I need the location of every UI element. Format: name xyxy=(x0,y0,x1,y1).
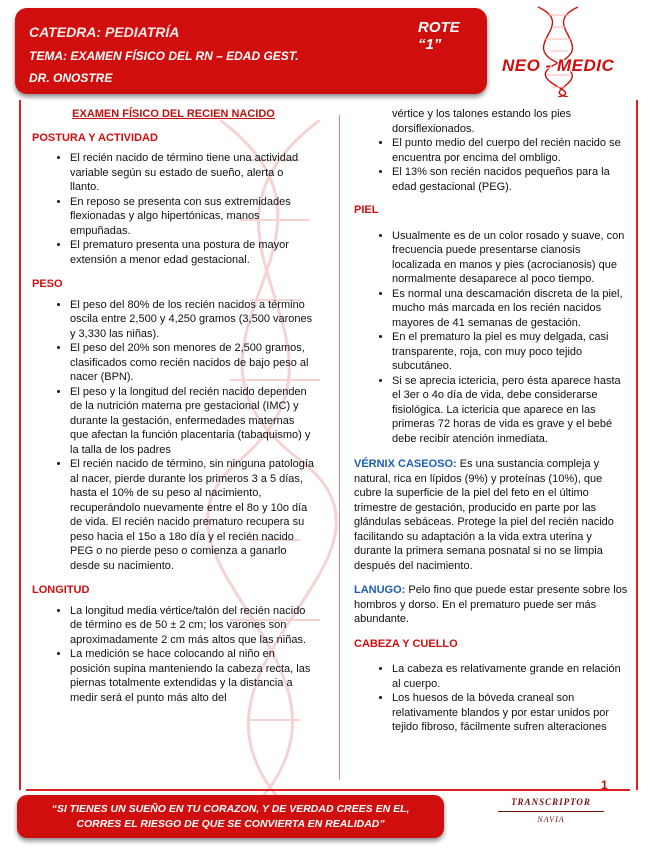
lanugo-paragraph xyxy=(354,583,630,627)
footer-quote-line-1: “SI TIENES UN SUEÑO EN TU CORAZON, Y DE VERDAD CREES EN EL, xyxy=(51,803,410,815)
transcriptor-label: TRANSCRIPTOR xyxy=(511,797,591,807)
list-item: • En el prematuro la piel es muy delgada, casi transparente, roja, con muy poco tejido subcutáneo. xyxy=(392,330,630,374)
list-item: • Usualmente es de un color rosado y suave, con frecuencia puede presentarse cianosis localizada en manos y pies (acrocianosis) que normalmente desaparece al poco tiempo. xyxy=(392,229,630,287)
section-heading-peso: PESO xyxy=(32,278,63,290)
left-border xyxy=(19,100,21,790)
tema-label: TEMA: EXAMEN FÍSICO DEL RN – EDAD GEST. xyxy=(29,49,299,63)
section-heading-cabeza: CABEZA Y CUELLO xyxy=(354,637,458,650)
list-item: • En reposo se presenta con sus extremidades flexionadas y algo hipertónicas, manos empuñadas. xyxy=(70,195,315,239)
lanugo-term: LANUGO: xyxy=(354,584,406,596)
section-heading-postura: POSTURA Y ACTIVIDAD xyxy=(32,131,158,144)
list-item: • El recién nacido de término tiene una actividad variable según su estado de sueño, alerta o llanto. xyxy=(70,151,315,195)
vernix-term: VÉRNIX CASEOSO: xyxy=(354,458,457,470)
vernix-text: Es una sustancia compleja y natural, rica en lípidos (9%) y proteínas (10%), que cubre la superficie de la piel del feto en el último trimestre de gestación, producido en parte por las glándulas sebáceas. Protege la piel del recién nacido facilitando su adaptación a la vida extra uterina y durante la primera semana posnatal si no se limpia después del nacimiento. xyxy=(354,458,614,572)
catedra-label: CATEDRA: PEDIATRÍA xyxy=(29,24,180,40)
transcriptor-name: NAVIA xyxy=(537,815,565,824)
list-item: • Es normal una descamación discreta de la piel, mucho más marcada en los recién nacidos mayores de 41 semanas de gestación. xyxy=(392,287,630,331)
list-item: • El peso del 80% de los recién nacidos a término oscila entre 2,500 y 4,250 gramos (3,500 varones y 3,330 las niñas). xyxy=(70,298,315,342)
list-item: • La cabeza es relativamente grande en relación al cuerpo. xyxy=(392,662,630,691)
longitud-list xyxy=(32,604,315,706)
logo-text: NEO - MEDIC xyxy=(502,56,615,75)
longitud-continued xyxy=(354,107,630,136)
left-column xyxy=(32,107,315,711)
page-number: 1 xyxy=(601,778,608,792)
list-item: • El prematuro presenta una postura de mayor extensión a menor edad gestacional. xyxy=(70,238,315,267)
postura-list xyxy=(32,151,315,267)
section-heading-piel: PIEL xyxy=(354,204,379,216)
right-column xyxy=(354,107,630,741)
peso-list xyxy=(32,298,315,574)
transcriptor-rule xyxy=(498,811,604,812)
vernix-paragraph xyxy=(354,457,630,573)
piel-list xyxy=(354,229,630,447)
list-item: • El punto medio del cuerpo del recién nacido se encuentra por encima del ombligo. xyxy=(392,136,630,165)
section-heading-longitud: LONGITUD xyxy=(32,584,90,596)
list-item: • El 13% son recién nacidos pequeños para la edad gestacional (PEG). xyxy=(392,165,630,194)
footer-quote-line-2: CORRES EL RIESGO DE QUE SE CONVIERTA EN REALIDAD” xyxy=(76,818,385,830)
doctor-label: DR. ONOSTRE xyxy=(29,71,113,85)
header-banner xyxy=(15,8,487,94)
list-item: • La longitud media vértice/talón del recién nacido de término es de 50 ± 2 cm; los varones son aproximadamente 2 cm más altos que las niñas. xyxy=(70,604,315,648)
list-item: • El peso del 20% son menores de 2,500 gramos, clasificados como recién nacidos de bajo peso al nacer (BPN). xyxy=(70,341,315,385)
list-item: • El peso y la longitud del recién nacido dependen de la nutrición materna pre gestacional (IMC) y durante la gestación, enfermedades maternas que afectan la función placentaria (tabaquismo) y la talla de los padres xyxy=(70,385,315,458)
document-title: EXAMEN FÍSICO DEL RECIEN NACIDO xyxy=(72,108,275,120)
list-item: • La medición se hace colocando al niño en posición supina manteniendo la cabeza recta, las piernas totalmente extendidas y la distancia a medir será el punto más alto del xyxy=(70,647,315,705)
list-item-continued: vértice y los talones estando los pies dorsiflexionados. xyxy=(392,108,572,135)
right-border xyxy=(636,100,638,790)
longitud-list-2 xyxy=(354,136,630,194)
dna-logo-icon xyxy=(498,5,646,97)
list-item: • Los huesos de la bóveda craneal son relativamente blandos y por estar unidos por tejido fibroso, fácilmente sufren alteraciones xyxy=(392,691,630,735)
lanugo-text: Pelo fino que puede estar presente sobre los hombros y dorso. En el prematuro puede ser más abundante. xyxy=(354,584,628,625)
cabeza-list xyxy=(354,662,630,735)
list-item: • El recién nacido de término, sin ninguna patología al nacer, pierde durante los primeros 3 a 5 días, hasta el 10% de su peso al nacimiento, recuperándolo nuevamente entre el 8o y 10o día de vida. El recién nacido prematuro recupera su peso hacia el 15o a 18o día y el recién nacido PEG o no pierde peso o comienza a ganarlo desde su nacimiento. xyxy=(70,457,315,573)
rote-label: ROTE “1” xyxy=(418,19,460,53)
list-item: • Si se aprecia ictericia, pero ésta aparece hasta el 3er o 4o día de vida, debe considerarse fisiológica. La ictericia que aparece en las primeras 72 horas de vida es grave y el bebé debe recibir atención inmediata. xyxy=(392,374,630,447)
footer-quote-banner xyxy=(17,795,444,838)
